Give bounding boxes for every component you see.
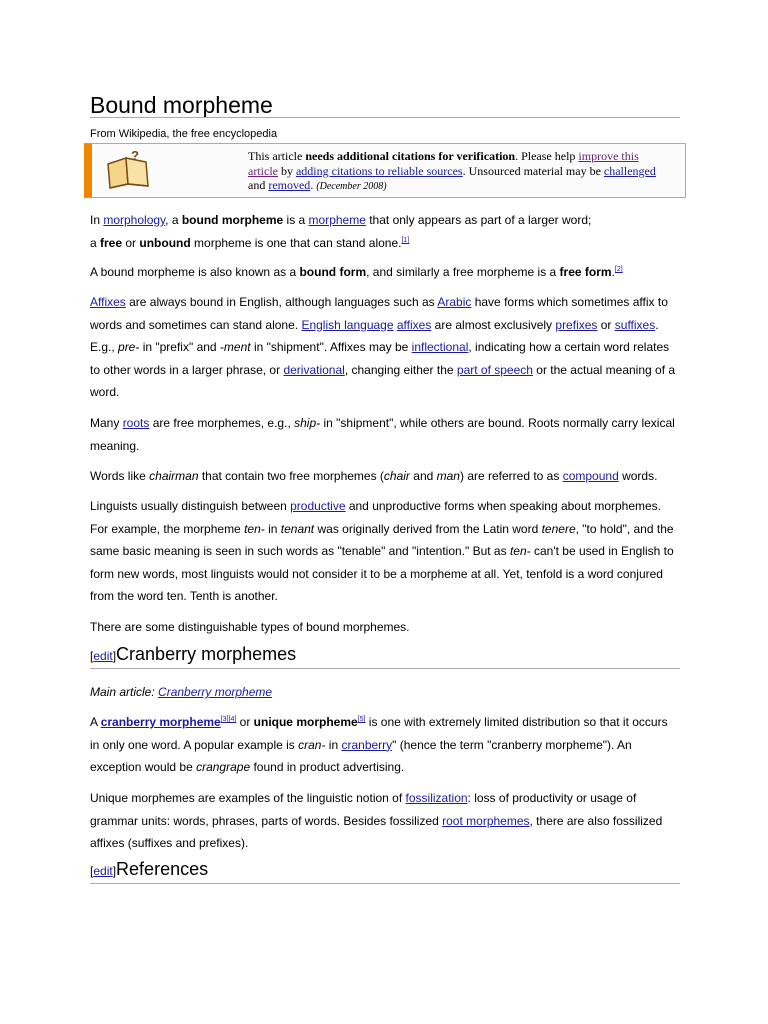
ref-2-link[interactable]: [2]: [614, 266, 623, 273]
prefixes-link[interactable]: prefixes: [555, 317, 598, 332]
title-divider: [90, 117, 680, 118]
compound-link[interactable]: compound: [562, 469, 619, 483]
paragraph-productive: Linguists usually distinguish between productive and unproductive forms when speaking about morphemes. For example, the morpheme ten- in tenant was originally derived from the Latin word tenere, "to hold", and the same basic meaning is seen in such words as "tenable" and "intention." But as ten- can't be used in English to form new words, most linguists would not consider it to be a morpheme at all. Yet, tenfold is a word conjured from the word ten. Tenth is another.: [90, 499, 674, 604]
edit-cranberry-link[interactable]: edit: [93, 649, 113, 663]
english-language-link[interactable]: English language: [301, 317, 394, 332]
suffixes-link[interactable]: suffixes: [614, 317, 656, 332]
affixes-link-2[interactable]: affixes: [396, 317, 432, 332]
roots-link[interactable]: roots: [122, 416, 150, 430]
paragraph-cranberry: A cranberry morpheme[3][4] or unique morpheme[5] is one with extremely limited distribution so that it occurs in only one word. A popular example is cran- in cranberry" (hence the term "cranberry morpheme"). An exception would be crangrape found in product advertising.: [90, 715, 668, 775]
part-of-speech-link[interactable]: part of speech: [456, 362, 533, 377]
tagline: From Wikipedia, the free encyclopedia: [90, 128, 278, 140]
morpheme-link[interactable]: morpheme: [308, 213, 366, 227]
edit-references-link[interactable]: edit: [93, 864, 113, 878]
hatnote: Main article: Cranberry morpheme: [90, 685, 273, 699]
svg-text:?: ?: [131, 150, 139, 163]
paragraph-bound-form: A bound morpheme is also known as a bound form, and similarly a free morpheme is a free form.[2]: [90, 265, 623, 279]
heading-cranberry-morphemes: [edit]Cranberry morphemes: [90, 644, 297, 664]
notice-text: This article needs additional citations for verification. Please help improve this article by adding citations to reliable sources. Unsourced material may be challenged and removed. (December 2008): [248, 149, 656, 192]
derivational-link[interactable]: derivational: [283, 362, 345, 377]
section-divider: [90, 668, 680, 669]
fossilization-link[interactable]: fossilization: [405, 791, 468, 805]
heading-references: [edit]References: [90, 859, 209, 879]
removed-link[interactable]: removed: [268, 178, 311, 192]
morphology-link[interactable]: morphology: [103, 213, 166, 227]
ref-3-4-link[interactable]: [3][4]: [220, 716, 237, 723]
paragraph-intro: In morphology, a bound morpheme is a morpheme that only appears as part of a larger word; a free or unbound morpheme is one that can stand alone.[1]: [90, 213, 592, 250]
improve-article-link[interactable]: improve this article: [248, 149, 639, 178]
page-title: Bound morpheme: [90, 92, 273, 118]
paragraph-affixes: Affixes are always bound in English, although languages such as Arabic have forms which sometimes affix to words and sometimes can stand alone. English language affixes are almost exclusively prefixes or suffixes. E.g., pre- in "prefix" and -ment in "shipment". Affixes may be inflectional, indicating how a certain word relates to other words in a larger phrase, or derivational, changing either the part of speech or the actual meaning of a word.: [90, 295, 676, 400]
ref-5-link[interactable]: [5]: [357, 716, 366, 723]
paragraph-fossilization: Unique morphemes are examples of the linguistic notion of fossilization: loss of productivity or usage of grammar units: words, phrases, parts of words. Besides fossilized root morphemes, there are also fossilized affixes (suffixes and prefixes).: [90, 791, 663, 851]
arabic-link[interactable]: Arabic: [437, 295, 472, 309]
cranberry-link[interactable]: cranberry: [341, 737, 393, 752]
paragraph-roots: Many roots are free morphemes, e.g., ship- in "shipment", while others are bound. Roots normally carry lexical meaning.: [90, 416, 675, 453]
references-divider: [90, 883, 680, 884]
productive-link[interactable]: productive: [290, 499, 346, 513]
paragraph-compound: Words like chairman that contain two free morphemes (chair and man) are referred to as compound words.: [90, 469, 658, 483]
citation-notice-box: [84, 143, 686, 198]
cranberry-morpheme-link[interactable]: cranberry morpheme: [100, 715, 221, 729]
notice-date: (December 2008): [316, 181, 387, 192]
book-question-icon: [104, 150, 152, 192]
inflectional-link[interactable]: inflectional: [411, 340, 469, 355]
paragraph-types: There are some distinguishable types of bound morphemes.: [90, 620, 410, 634]
ref-1-link[interactable]: [1]: [401, 237, 410, 244]
adding-citations-link[interactable]: adding citations to reliable sources: [295, 163, 463, 178]
root-morphemes-link[interactable]: root morphemes: [442, 813, 530, 828]
affixes-link[interactable]: Affixes: [90, 295, 126, 309]
cranberry-morpheme-main-link[interactable]: Cranberry morpheme: [158, 685, 273, 699]
challenged-link[interactable]: challenged: [603, 163, 656, 178]
